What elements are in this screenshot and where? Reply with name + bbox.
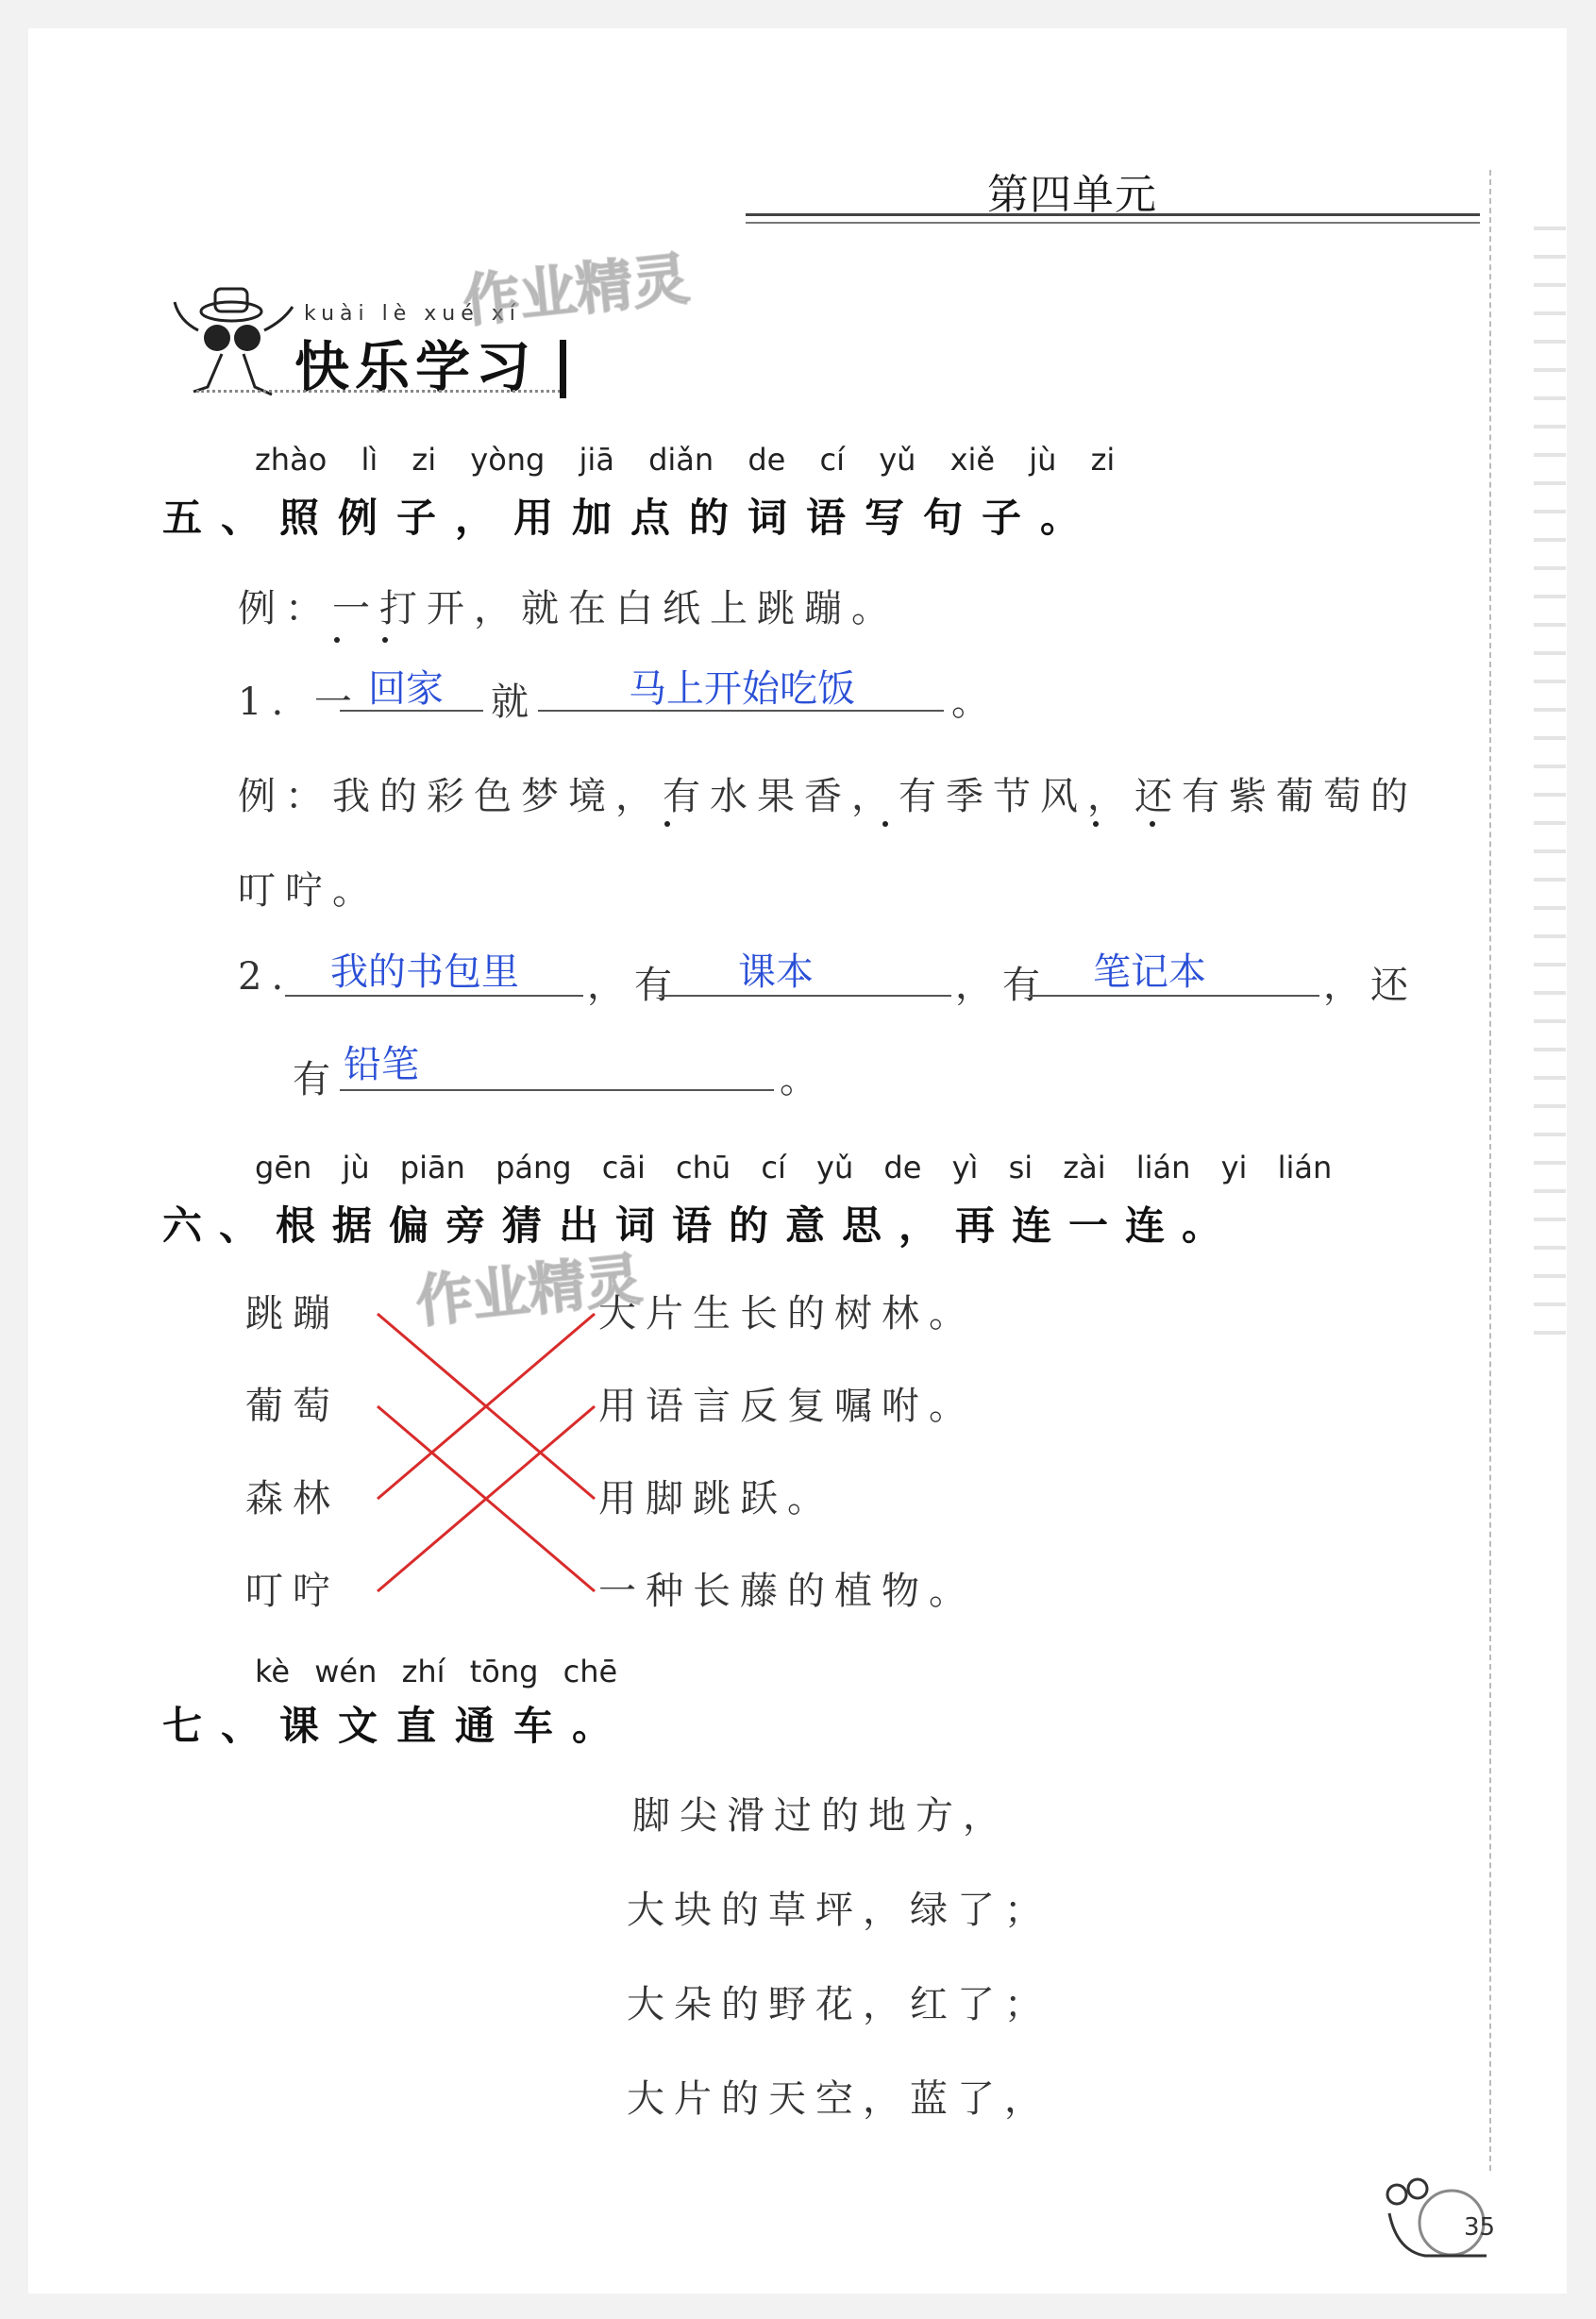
q5-example2-line1: 例：我的彩色梦境，有水果香，有季节风，还有紫葡萄的 bbox=[238, 775, 1418, 818]
q5-item2-you1: ，有 bbox=[587, 964, 681, 1007]
right-meaning: 大片生长的树林。 bbox=[598, 1292, 976, 1336]
q5-title: 五、照例子，用加点的词语写句子。 bbox=[162, 495, 1100, 541]
unit-title: 第四单元 bbox=[987, 171, 1157, 219]
q5-example1: 例：一打开，就在白纸上跳蹦。 bbox=[238, 587, 899, 630]
q7-title: 七、课文直通车。 bbox=[162, 1703, 631, 1749]
q5-item2-answer-d: 铅笔 bbox=[344, 1043, 419, 1086]
q5-item2-answer-b: 课本 bbox=[738, 950, 814, 994]
matching-lines bbox=[28, 28, 1567, 1727]
page-number: 35 bbox=[1464, 2213, 1496, 2242]
banner-title: 快乐学习 bbox=[294, 335, 537, 399]
q6-pinyin: gēn jù piān páng cāi chū cí yǔ de yì si zài lián yi lián bbox=[255, 1150, 1333, 1185]
q5-item2-prefix: 2. bbox=[238, 955, 294, 999]
workbook-page bbox=[28, 28, 1567, 2294]
right-meaning: 一种长藤的植物。 bbox=[598, 1570, 976, 1613]
q5-item1-end: 。 bbox=[951, 681, 999, 724]
q6-title: 六、根据偏旁猜出词语的意思，再连一连。 bbox=[162, 1202, 1239, 1249]
poem-line: 大块的草坪，绿了； bbox=[627, 1889, 1051, 1932]
q5-item1-answer-a: 回家 bbox=[368, 667, 444, 711]
watermark: 作业精灵 bbox=[412, 1246, 646, 1336]
q5-item2-you2: ，有 bbox=[955, 964, 1050, 1007]
q7-pinyin: kè wén zhí tōng chē bbox=[255, 1654, 618, 1689]
left-word: 森林 bbox=[245, 1477, 340, 1521]
q5-item2-answer-c: 笔记本 bbox=[1093, 950, 1206, 994]
q5-item2-hai: ，还 bbox=[1323, 964, 1418, 1007]
left-word: 葡萄 bbox=[245, 1385, 340, 1428]
banner-pinyin: kuài lè xué xí bbox=[304, 302, 521, 326]
q5-item2-you3: 有 bbox=[293, 1058, 340, 1101]
q5-item1-prefix: 1. 一 bbox=[238, 681, 361, 724]
poem-line: 脚尖滑过的地方， bbox=[632, 1794, 1010, 1838]
poem-line: 大片的天空，蓝了， bbox=[627, 2077, 1051, 2121]
poem-line: 大朵的野花，红了； bbox=[627, 1983, 1051, 2026]
q5-item2-answer-a: 我的书包里 bbox=[330, 950, 519, 994]
q5-pinyin: zhào lì zi yòng jiā diǎn de cí yǔ xiě jù zi bbox=[255, 442, 1116, 478]
q5-example2-line2: 叮咛。 bbox=[238, 869, 379, 913]
right-meaning: 用脚跳跃。 bbox=[598, 1477, 834, 1521]
q5-item1-answer-b: 马上开始吃饭 bbox=[629, 667, 855, 711]
watermark: 作业精灵 bbox=[460, 245, 693, 336]
right-meaning: 用语言反复嘱咐。 bbox=[598, 1385, 976, 1428]
q5-item2-end: 。 bbox=[780, 1058, 827, 1101]
left-word: 跳蹦 bbox=[245, 1292, 340, 1336]
left-word: 叮咛 bbox=[245, 1570, 340, 1613]
q5-item1-mid: 就 bbox=[491, 681, 538, 724]
